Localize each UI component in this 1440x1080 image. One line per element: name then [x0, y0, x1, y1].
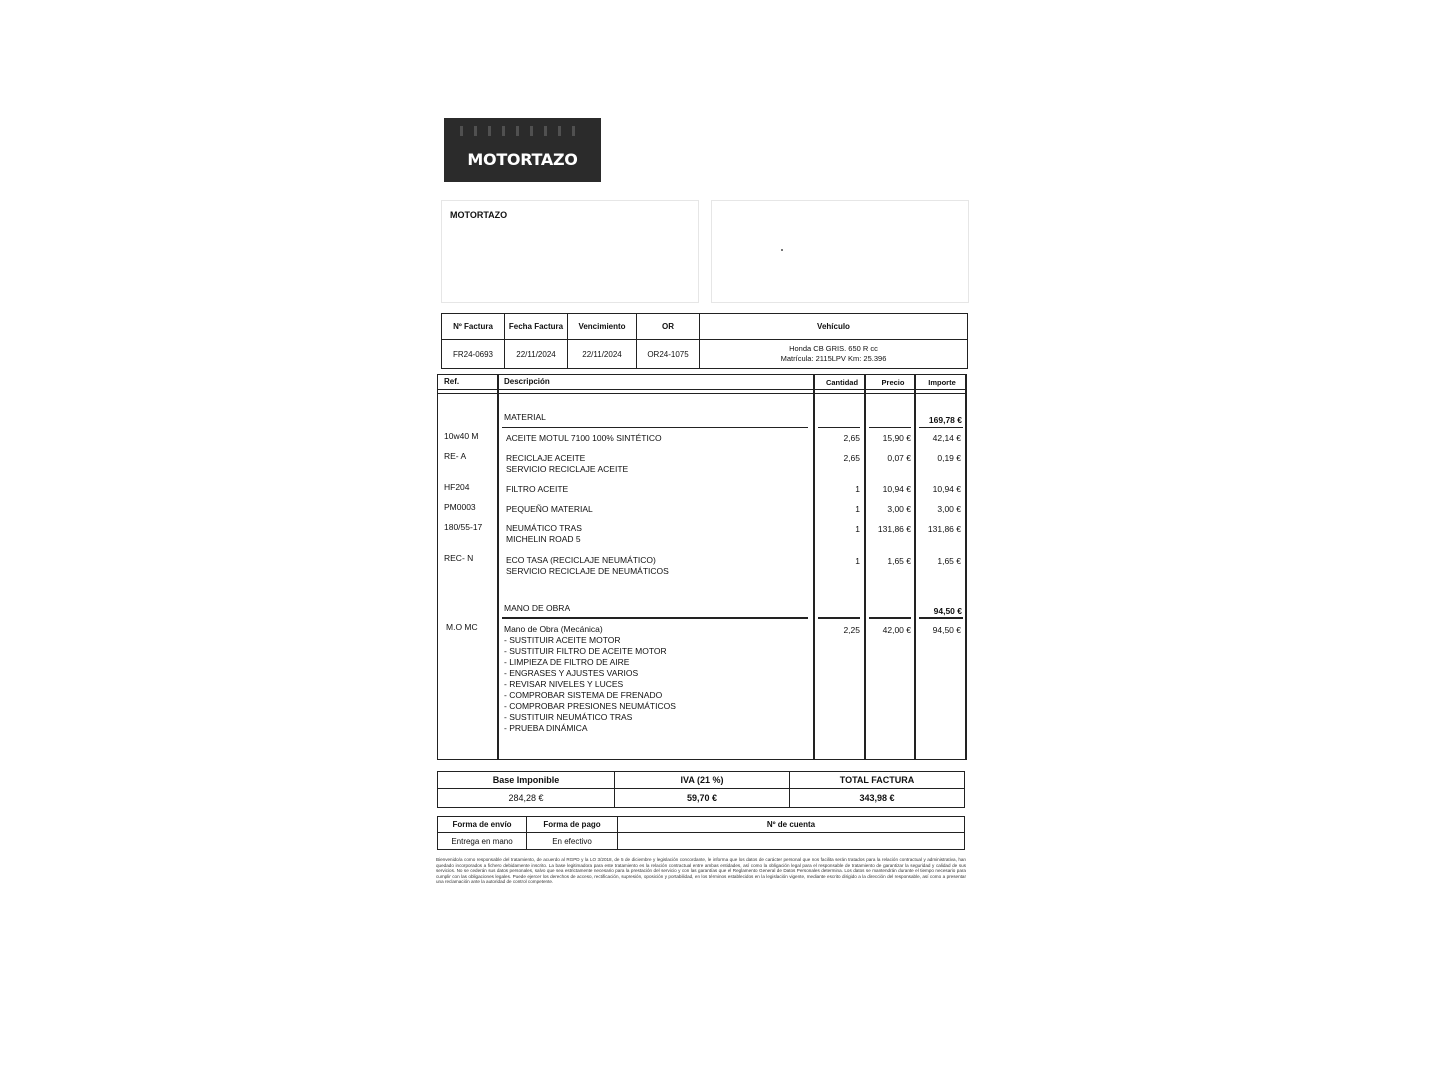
row-price: 0,07 €: [887, 453, 911, 463]
totals-table: [437, 771, 965, 808]
base-value: 284,28 €: [438, 789, 615, 808]
items-header-row: [438, 375, 965, 390]
section-labor-total: 94,50 €: [933, 606, 962, 616]
row-desc: ACEITE MOTUL 7100 100% SINTÉTICO: [506, 433, 662, 443]
vehicle-value: [700, 340, 968, 369]
vehicle-line-2: Matrícula: 2115LPV Km: 25.396: [780, 354, 887, 363]
row-price: 42,00 €: [882, 625, 911, 635]
shipping-value: Entrega en mano: [438, 833, 527, 850]
invoice-no-value: FR24-0693: [442, 340, 505, 369]
base-label: Base Imponible: [438, 772, 615, 789]
or-value: OR24-1075: [637, 340, 700, 369]
row-amount: 42,14 €: [932, 433, 961, 443]
row-ref: 180/55-17: [444, 522, 483, 532]
row-amount: 131,86 €: [927, 524, 961, 534]
company-logo: [444, 118, 601, 182]
row-ref: 10w40 M: [444, 431, 479, 441]
col-divider-ref: [497, 375, 499, 759]
col-divider-desc: [813, 375, 815, 759]
row-desc: ECO TASA (RECICLAJE NEUMÁTICO) SERVICIO RECICLAJE DE NEUMÁTICOS: [506, 555, 669, 576]
logo-text: MOTORTAZO: [467, 149, 578, 169]
issuer-panel: [441, 200, 699, 303]
col-divider-price: [914, 375, 916, 759]
col-qty-header: Cantidad: [825, 378, 859, 387]
col-amount-header: Importe: [928, 378, 956, 387]
legal-notice: Bienvenido/a como responsable del tratamiento, de acuerdo al RGPD y la LO 3/2018, de 5 de diciembre y legislación concordante, le informa que los datos de carácter personal que nos facilita serán tratados para la relación contractual y administrativa, han quedado incorporados a fichero debidamente inscrito. La base legitimadora para este tratamiento es la relación contractual entre ambas entidades, así como la obligación legal para el responsable de tratamiento de garantizar la seguridad y calidad de sus servicios. No se cederán sus datos personales, salvo que sea estrictamente necesario para la prestación del servicio y con las garantías que el Reglamento General de Datos Personales determina. Los datos se mantendrán durante el tiempo necesario para cumplir con las obligaciones legales. Puede ejercer los derechos de acceso, rectificación, supresión, oposición y portabilidad, en los términos establecidos en la legislación vigente, mediante escrito dirigido a la dirección del responsable, así como a presentar una reclamación ante la autoridad de control competente.: [436, 857, 966, 885]
row-price: 10,94 €: [882, 484, 911, 494]
row-ref: PM0003: [444, 502, 476, 512]
hdr-vehicle: Vehículo: [700, 314, 968, 340]
section-labor-title: MANO DE OBRA: [504, 603, 571, 613]
section-material-total: 169,78 €: [928, 415, 962, 425]
items-table: [437, 374, 967, 760]
total-value: 343,98 €: [790, 789, 965, 808]
row-price: 131,86 €: [877, 524, 911, 534]
row-qty: 2,25: [843, 625, 860, 635]
section-labor-rule: [502, 617, 808, 619]
col-ref-header: Ref.: [444, 377, 460, 386]
row-price: 1,65 €: [887, 556, 911, 566]
iva-label: IVA (21 %): [615, 772, 790, 789]
section-material-rule-price: [869, 427, 911, 428]
payment-value: En efectivo: [527, 833, 618, 850]
account-value: [618, 833, 965, 850]
row-ref: RE- A: [444, 451, 467, 461]
col-price-header: Precio: [881, 378, 905, 387]
row-amount: 10,94 €: [932, 484, 961, 494]
row-qty: 1: [855, 556, 860, 566]
row-ref: HF204: [444, 482, 470, 492]
row-qty: 1: [855, 504, 860, 514]
row-price: 3,00 €: [887, 504, 911, 514]
issuer-name: MOTORTAZO: [450, 210, 508, 220]
section-labor-rule-price: [869, 617, 911, 619]
payment-label: Forma de pago: [527, 817, 618, 833]
row-amount: 94,50 €: [932, 625, 961, 635]
section-material-rule-qty: [818, 427, 860, 428]
total-label: TOTAL FACTURA: [790, 772, 965, 789]
row-qty: 2,65: [843, 453, 860, 463]
row-desc: RECICLAJE ACEITE SERVICIO RECICLAJE ACEITE: [506, 453, 629, 474]
hdr-invoice-date: Fecha Factura: [505, 314, 568, 340]
payment-table: [437, 816, 965, 850]
row-desc: PEQUEÑO MATERIAL: [506, 504, 593, 514]
row-desc: FILTRO ACEITE: [506, 484, 569, 494]
vehicle-line-1: Honda CB GRIS. 650 R cc: [789, 344, 878, 353]
row-price: 15,90 €: [882, 433, 911, 443]
iva-value: 59,70 €: [615, 789, 790, 808]
row-amount: 1,65 €: [937, 556, 961, 566]
hdr-or: OR: [637, 314, 700, 340]
logo-decoration: [460, 126, 580, 136]
customer-panel: [711, 200, 969, 303]
row-amount: 3,00 €: [937, 504, 961, 514]
shipping-label: Forma de envío: [438, 817, 527, 833]
row-qty: 2,65: [843, 433, 860, 443]
row-desc: NEUMÁTICO TRAS MICHELIN ROAD 5: [506, 523, 582, 544]
invoice-header-table: [441, 313, 968, 369]
section-material-title: MATERIAL: [504, 412, 546, 422]
account-label: Nº de cuenta: [618, 817, 965, 833]
section-material-rule-amount: [919, 427, 963, 428]
header-rule: [438, 390, 965, 394]
row-desc: Mano de Obra (Mecánica) - SUSTITUIR ACEITE MOTOR - SUSTITUIR FILTRO DE ACEITE MOTOR - LIMPIEZA DE FILTRO DE AIRE - ENGRASES Y AJUSTES VARIOS - REVISAR NIVELES Y LUCES - COMPROBAR SISTEMA DE FRENADO - COMPROBAR PRESIONES NEUMÁTICOS - SUSTITUIR NEUMÁTICO TRAS - PRUEBA DINÁMICA: [504, 624, 676, 733]
row-ref: REC- N: [444, 553, 474, 563]
invoice-date-value: 22/11/2024: [505, 340, 568, 369]
hdr-due-date: Vencimiento: [568, 314, 637, 340]
row-amount: 0,19 €: [937, 453, 961, 463]
row-qty: 1: [855, 524, 860, 534]
row-ref: M.O MC: [446, 622, 478, 632]
row-qty: 1: [855, 484, 860, 494]
due-date-value: 22/11/2024: [568, 340, 637, 369]
panel-dot: [781, 249, 783, 251]
section-labor-rule-qty: [818, 617, 860, 619]
hdr-invoice-no: Nº Factura: [442, 314, 505, 340]
col-desc-header: Descripción: [504, 377, 550, 386]
section-labor-rule-amount: [919, 617, 963, 619]
section-material-rule: [502, 427, 808, 428]
